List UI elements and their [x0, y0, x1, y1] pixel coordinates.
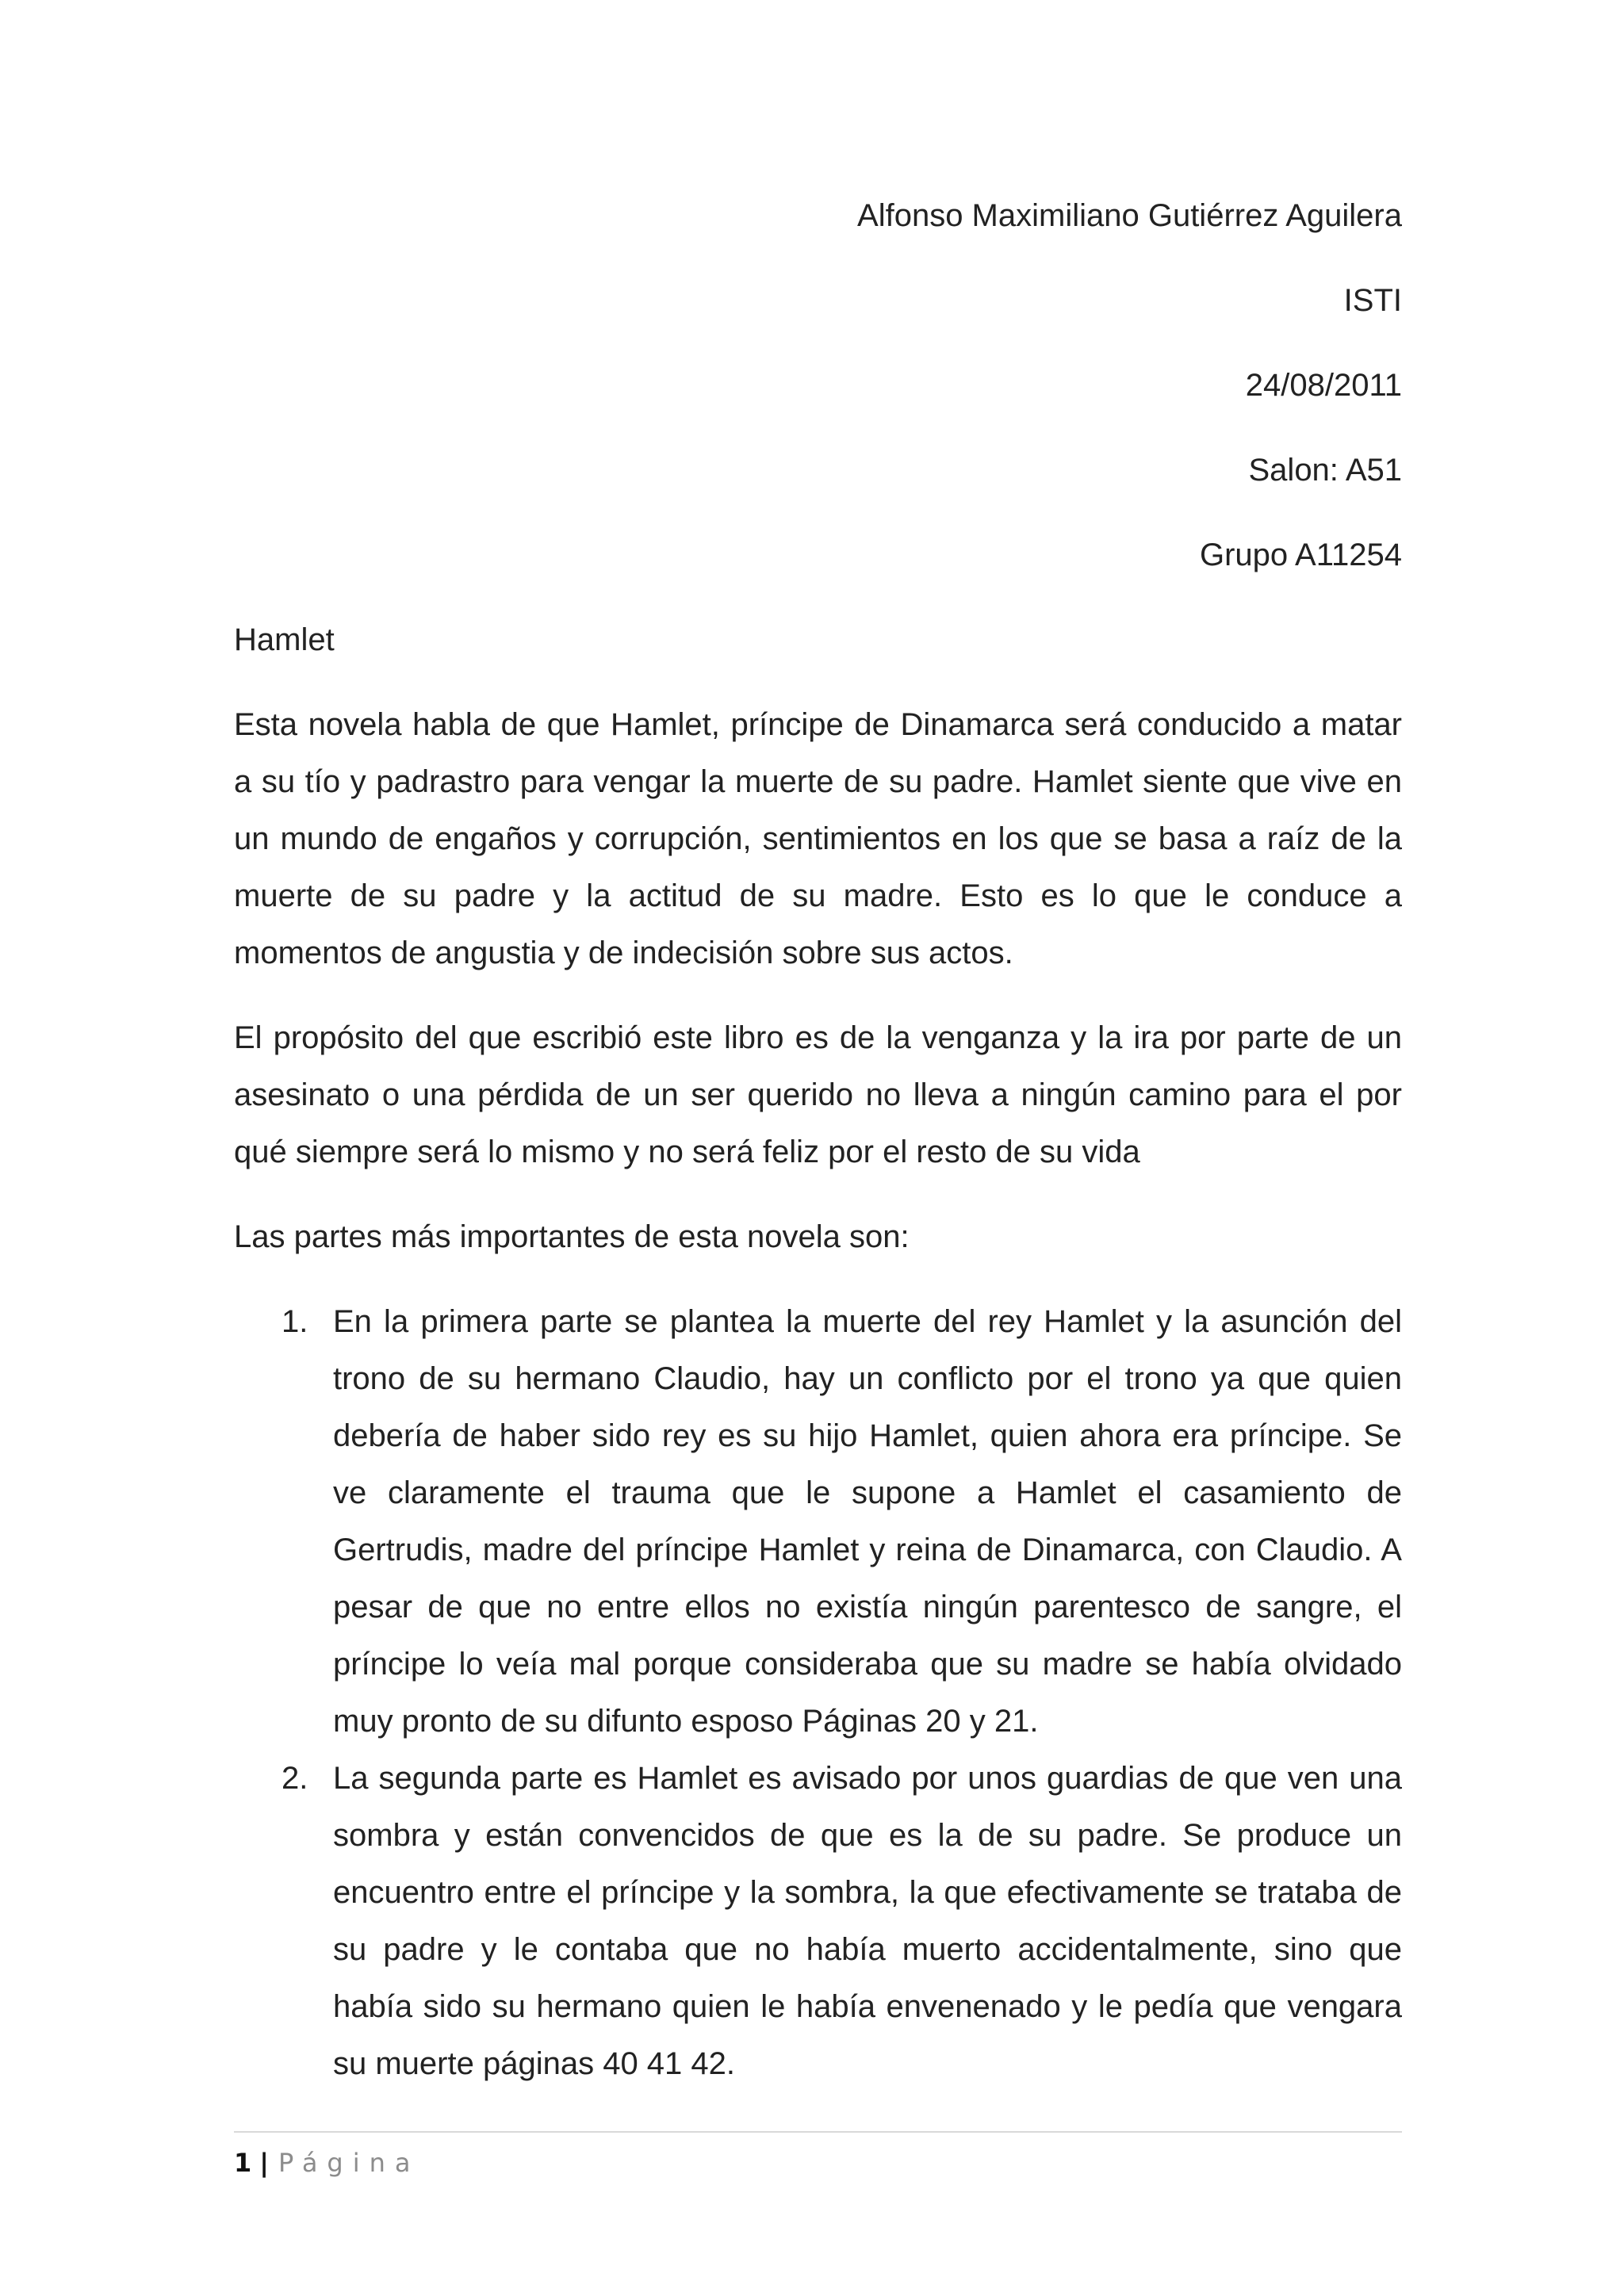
footer-page-label	[234, 2145, 1402, 2180]
institution: ISTI	[1343, 283, 1402, 318]
document-body	[234, 187, 1402, 2092]
list-item-number: 1.	[282, 1304, 308, 1339]
paragraph-purpose: El propósito del que escribió este libro es de la venganza y la ira por parte de un asesinato o una pérdida de un ser querido no lleva a ningún camino para el por qué siempre será lo mismo y no será feliz por el resto de su vida	[234, 1020, 1402, 1169]
list-item-number: 2.	[282, 1761, 308, 1796]
footer-divider	[234, 2131, 1402, 2133]
footer-separator: |	[259, 2148, 269, 2178]
page-number: 1	[234, 2148, 252, 2178]
paragraph-summary: Esta novela habla de que Hamlet, príncipe de Dinamarca será conducido a matar a su tío y padrastro para vengar la muerte de su padre. Hamlet siente que vive en un mundo de engaños y corrupción, sentimientos en los que se basa a raíz de la muerte de su padre y la actitud de su madre. Esto es lo que le conduce a momentos de angustia y de indecisión sobre sus actos.	[234, 707, 1402, 970]
list-item	[234, 1293, 1402, 1750]
page-footer	[234, 2131, 1402, 2180]
list-item-text: La segunda parte es Hamlet es avisado por unos guardias de que ven una sombra y están convencidos de que es la de su padre. Se produce un encuentro entre el príncipe y la sombra, la que efectivamente se trataba de su padre y le contaba que no había muerto accidentalmente, sino que había sido su hermano quien le había envenenado y le pedía que vengara su muerte páginas 40 41 42.	[333, 1761, 1402, 2081]
author-name: Alfonso Maximiliano Gutiérrez Aguilera	[857, 198, 1402, 233]
date: 24/08/2011	[1245, 368, 1402, 403]
document-title: Hamlet	[234, 622, 335, 657]
list-item	[234, 1750, 1402, 2092]
group: Grupo A11254	[1199, 538, 1402, 572]
list-item-text: En la primera parte se plantea la muerte del rey Hamlet y la asunción del trono de su hermano Claudio, hay un conflicto por el trono ya que quien debería de haber sido rey es su hijo Hamlet, quien ahora era príncipe. Se ve claramente el trauma que le supone a Hamlet el casamiento de Gertrudis, madre del príncipe Hamlet y reina de Dinamarca, con Claudio. A pesar de que no entre ellos no existía ningún parentesco de sangre, el príncipe lo veía mal porque consideraba que su madre se había olvidado muy pronto de su difunto esposo Páginas 20 y 21.	[333, 1304, 1402, 1739]
paragraph-list-intro: Las partes más importantes de esta novela son:	[234, 1219, 910, 1254]
header-block	[234, 187, 1402, 584]
numbered-list	[234, 1293, 1402, 2092]
page-word: Página	[278, 2148, 420, 2178]
room: Salon: A51	[1248, 453, 1402, 488]
